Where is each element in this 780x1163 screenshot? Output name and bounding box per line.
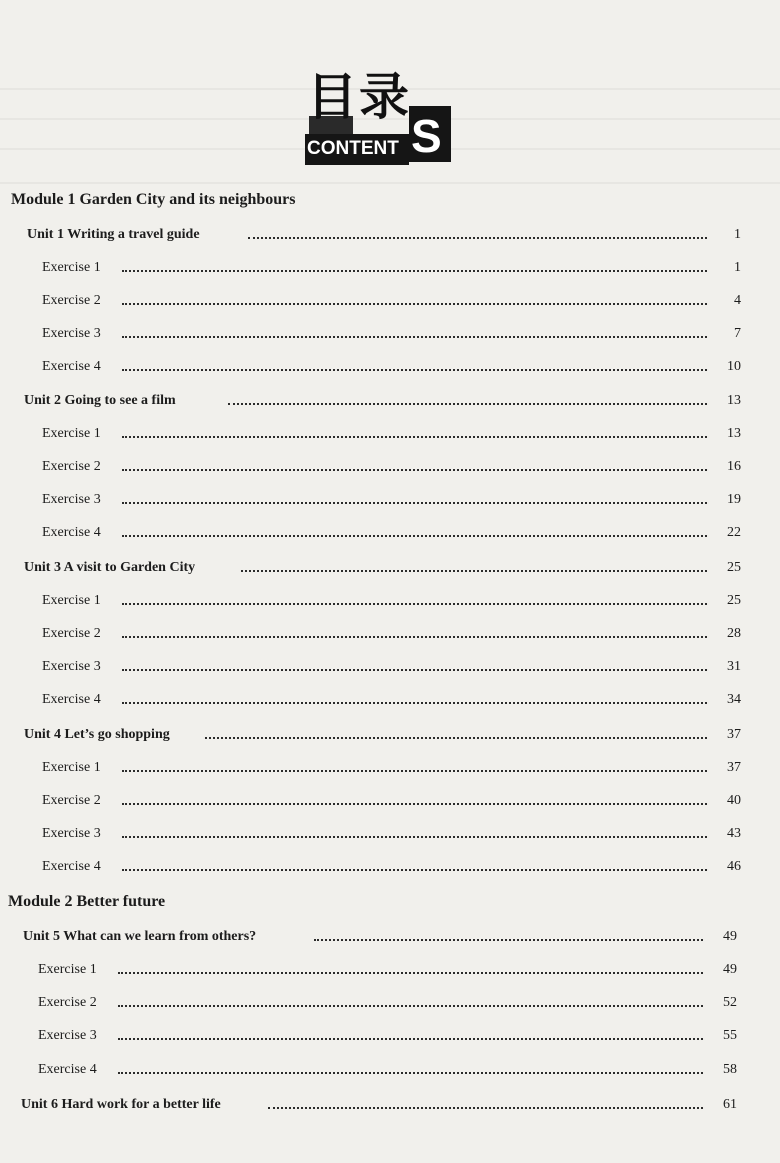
page-number: 37 xyxy=(727,727,741,742)
exercise-label: Exercise 1 xyxy=(42,593,101,608)
exercise-entry xyxy=(0,255,780,281)
page-number: 52 xyxy=(723,995,737,1010)
exercise-label: Exercise 4 xyxy=(42,359,101,374)
unit-title: Unit 6 Hard work for a better life xyxy=(21,1097,221,1112)
logo-cjk-mu: 目 xyxy=(307,67,357,126)
dot-leader xyxy=(122,669,707,671)
exercise-entry xyxy=(0,755,780,781)
unit-title: Unit 4 Let’s go shopping xyxy=(24,727,170,742)
logo-s-letter: S xyxy=(411,110,442,162)
page-number: 49 xyxy=(723,929,737,944)
dot-leader xyxy=(118,972,703,974)
dot-leader xyxy=(122,702,707,704)
dot-leader xyxy=(314,939,703,941)
page-number: 1 xyxy=(734,227,741,242)
exercise-label: Exercise 3 xyxy=(42,326,101,341)
exercise-entry xyxy=(0,788,780,814)
exercise-entry xyxy=(0,821,780,847)
page-number: 4 xyxy=(734,293,741,308)
dot-leader xyxy=(122,770,707,772)
page-number: 13 xyxy=(727,426,741,441)
exercise-entry xyxy=(0,520,780,546)
dot-leader xyxy=(248,237,707,239)
exercise-entry xyxy=(0,321,780,347)
exercise-label: Exercise 2 xyxy=(42,793,101,808)
exercise-label: Exercise 3 xyxy=(38,1028,97,1043)
dot-leader xyxy=(241,570,707,572)
module-title: Module 2 Better future xyxy=(8,893,166,910)
dot-leader xyxy=(268,1107,703,1109)
exercise-entry xyxy=(0,687,780,713)
page-number: 61 xyxy=(723,1097,737,1112)
dot-leader xyxy=(122,636,707,638)
exercise-label: Exercise 4 xyxy=(42,692,101,707)
exercise-entry xyxy=(0,1023,780,1049)
exercise-label: Exercise 1 xyxy=(42,760,101,775)
unit-title: Unit 1 Writing a travel guide xyxy=(27,227,200,242)
exercise-label: Exercise 1 xyxy=(42,426,101,441)
exercise-entry xyxy=(0,990,780,1016)
page-number: 43 xyxy=(727,826,741,841)
dot-leader xyxy=(122,436,707,438)
exercise-label: Exercise 4 xyxy=(38,1062,97,1077)
exercise-entry xyxy=(0,288,780,314)
exercise-label: Exercise 1 xyxy=(38,962,97,977)
dot-leader xyxy=(122,535,707,537)
exercise-entry xyxy=(0,621,780,647)
page-number: 16 xyxy=(727,459,741,474)
page-number: 55 xyxy=(723,1028,737,1043)
dot-leader xyxy=(228,403,707,405)
dot-leader xyxy=(122,502,707,504)
unit-entry xyxy=(0,722,780,748)
exercise-label: Exercise 4 xyxy=(42,525,101,540)
page-number: 28 xyxy=(727,626,741,641)
page-number: 31 xyxy=(727,659,741,674)
logo-contents-word: CONTENT xyxy=(307,138,399,159)
bleed-through-line xyxy=(0,182,780,184)
exercise-label: Exercise 3 xyxy=(42,659,101,674)
unit-title: Unit 5 What can we learn from others? xyxy=(23,929,257,944)
module-title: Module 1 Garden City and its neighbours xyxy=(11,191,296,208)
page-number: 58 xyxy=(723,1062,737,1077)
exercise-entry xyxy=(0,487,780,513)
dot-leader xyxy=(122,369,707,371)
dot-leader xyxy=(122,336,707,338)
page-number: 46 xyxy=(727,859,741,874)
dot-leader xyxy=(122,803,707,805)
dot-leader xyxy=(205,737,707,739)
exercise-entry xyxy=(0,354,780,380)
exercise-label: Exercise 3 xyxy=(42,826,101,841)
exercise-label: Exercise 2 xyxy=(38,995,97,1010)
unit-entry xyxy=(0,388,780,414)
module-heading xyxy=(0,889,780,915)
exercise-entry xyxy=(0,588,780,614)
unit-entry xyxy=(0,555,780,581)
dot-leader xyxy=(122,469,707,471)
page-number: 13 xyxy=(727,393,741,408)
dot-leader xyxy=(122,836,707,838)
exercise-label: Exercise 2 xyxy=(42,459,101,474)
unit-entry xyxy=(0,1092,780,1118)
dot-leader xyxy=(122,270,707,272)
module-heading xyxy=(0,187,780,213)
contents-logo xyxy=(305,67,451,164)
unit-entry xyxy=(0,924,780,950)
exercise-label: Exercise 2 xyxy=(42,293,101,308)
unit-title: Unit 3 A visit to Garden City xyxy=(24,560,196,575)
exercise-label: Exercise 4 xyxy=(42,859,101,874)
logo-cjk-lu: 录 xyxy=(359,67,409,126)
exercise-entry xyxy=(0,1057,780,1083)
page-number: 40 xyxy=(727,793,741,808)
exercise-label: Exercise 3 xyxy=(42,492,101,507)
dot-leader xyxy=(122,603,707,605)
page-number: 1 xyxy=(734,260,741,275)
unit-entry xyxy=(0,222,780,248)
page-number: 37 xyxy=(727,760,741,775)
page-number: 22 xyxy=(727,525,741,540)
exercise-entry xyxy=(0,421,780,447)
page-number: 7 xyxy=(734,326,741,341)
dot-leader xyxy=(122,303,707,305)
dot-leader xyxy=(118,1005,703,1007)
page-number: 49 xyxy=(723,962,737,977)
dot-leader xyxy=(118,1072,703,1074)
exercise-label: Exercise 1 xyxy=(42,260,101,275)
page-number: 25 xyxy=(727,560,741,575)
exercise-entry xyxy=(0,854,780,880)
dot-leader xyxy=(118,1038,703,1040)
exercise-entry xyxy=(0,454,780,480)
page-number: 34 xyxy=(727,692,741,707)
page-number: 19 xyxy=(727,492,741,507)
exercise-entry xyxy=(0,957,780,983)
page-number: 25 xyxy=(727,593,741,608)
exercise-label: Exercise 2 xyxy=(42,626,101,641)
page-number: 10 xyxy=(727,359,741,374)
unit-title: Unit 2 Going to see a film xyxy=(24,393,176,408)
exercise-entry xyxy=(0,654,780,680)
dot-leader xyxy=(122,869,707,871)
